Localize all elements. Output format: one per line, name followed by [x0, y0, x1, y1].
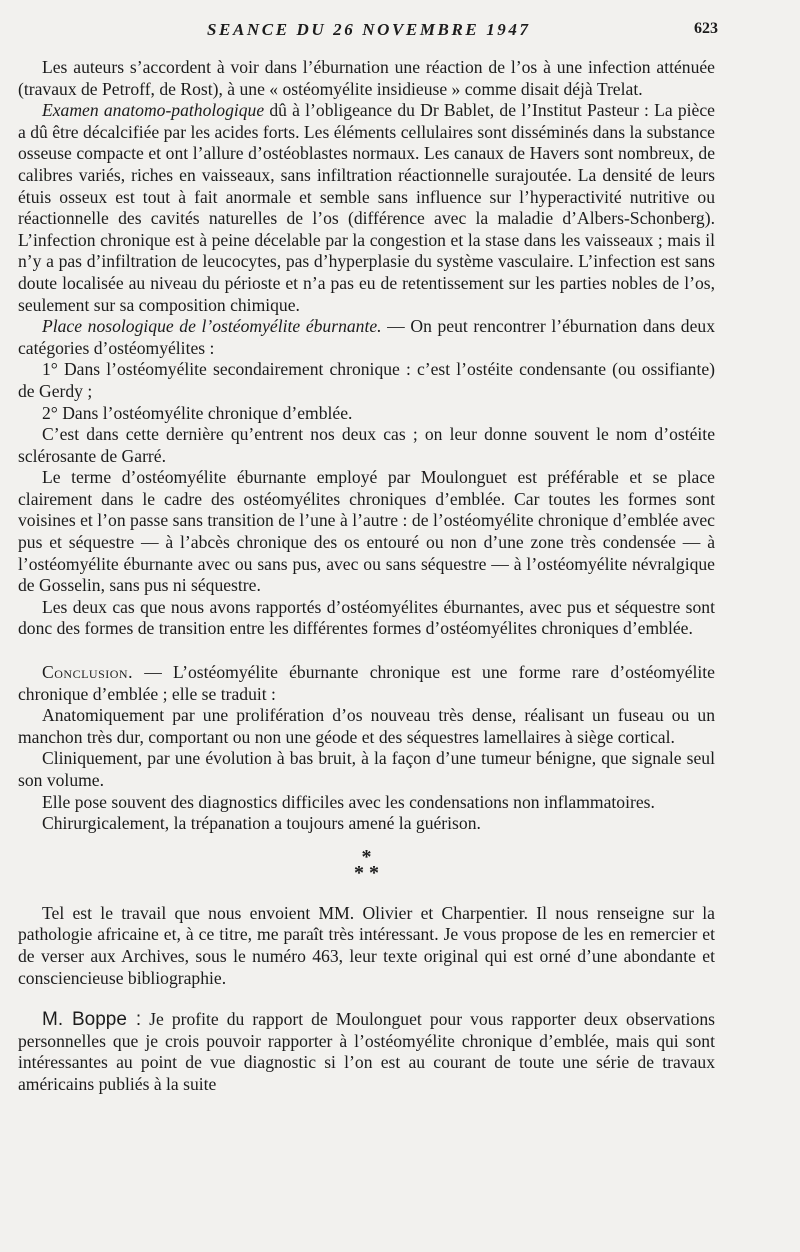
running-title: SEANCE DU 26 NOVEMBRE 1947	[207, 20, 531, 39]
spacer	[18, 989, 715, 1009]
conclusion-diagnostics: Elle pose souvent des diagnostics difficiles avec les condensations non inflammatoires.	[42, 791, 655, 812]
paragraph-travail: Tel est le travail que nous envoient MM. Olivier et Charpentier. Il nous renseigne sur la pathologie africaine et, à ce titre, me paraît très intéressant. Je vous propose de les en remercier et de verser aux Archives, sous le numéro 463, leur texte original qui est orné d’une abondante et consciencieuse bibliographie.	[18, 902, 715, 988]
paragraph-deux-cas: Les deux cas que nous avons rapportés d’ostéomyélites éburnantes, avec pus et séquestre sont donc des formes de transition entre les différentes formes d’ostéomyélites chroniques d’emblée.	[18, 596, 715, 639]
speaker-name: M. Boppe :	[42, 1009, 142, 1031]
body-text	[18, 57, 715, 1096]
conclusion-label: Conclusion.	[42, 662, 133, 683]
conclusion-text: — L’ostéomyélite éburnante chronique est une forme rare d’ostéomyélite chronique d’emblée ; elle se traduit :	[18, 662, 715, 704]
page-header	[0, 20, 800, 50]
asterism-top: *	[361, 845, 372, 868]
conclusion-chirurgicalement: Chirurgicalement, la trépanation a toujours amené la guérison.	[42, 813, 481, 834]
paragraph-anatomo-text: dû à l’obligeance du Dr Bablet, de l’Institut Pasteur : La pièce a dû être décalcifiée par les acides forts. Les éléments cellulaires sont disséminés dans la substance osseuse compacte et ont l’allure d’ostéoblastes normaux. Les canaux de Havers sont nombreux, de calibres variés, riches en vaisseaux, sans infiltration réactionnelle surajoutée. La densité de leurs étuis osseux est tout à fait anormale et semble sans influence sur l’hyperactivité nutritive ou réactionnelle des cavités naturelles de l’os (différence avec la maladie d’Albers-Schonberg). L’infection chronique est à peine décelable par la congestion et la stase dans les vaisseaux ; mais il n’y a pas d’infiltration de leucocytes, pas d’hyperplasie du système vasculaire. L’infection est sans doute localisée au niveau du périoste et n’a pas eu de retentissement sur les parties nobles de l’os, seulement sur sa composition chimique.	[18, 100, 715, 315]
paragraph-conclusion	[18, 662, 715, 705]
asterism-bottom: * *	[354, 861, 379, 884]
paragraph-terme: Le terme d’ostéomyélite éburnante employé par Moulonguet est préférable et se place clairement dans le cadre des ostéomyélites chroniques d’emblée. Car toutes les formes sont voisines et l’on passe sans transition de l’une à l’autre : de l’ostéomyélite chronique d’emblée avec pus et séquestre — à l’abcès chronique des os entouré ou non d’une zone très condensée — à l’ostéomyélite éburnante avec ou sans pus, avec ou sans séquestre — à l’ostéomyélite névralgique de Gosselin, sans pus ni séquestre.	[18, 467, 715, 596]
paragraph-boppe-text: Je profite du rapport de Moulonguet pour vous rapporter deux observations personnelles que je crois pouvoir rapporter à l’ostéomyélite chronique d’emblée, mais qui sont intéressantes au point de vue diagnostic si l’on est au courant de toute une série de travaux américains publiés à la suite	[18, 1009, 715, 1094]
spacer	[18, 640, 715, 662]
paragraph-boppe	[18, 1009, 715, 1095]
paragraph-eburnation: Les auteurs s’accordent à voir dans l’éburnation une réaction de l’os à une infection atténuée (travaux de Petroff, de Rost), à une « ostéomyélite insidieuse » comme disait déjà Trelat.	[18, 57, 715, 99]
paragraph-anatomo-pathologique	[18, 100, 715, 316]
paragraph-place-nosologique	[18, 316, 715, 359]
section-label-nosologique: Place nosologique de l’ostéomyélite éburnante.	[42, 316, 382, 337]
page-number: 623	[694, 20, 718, 37]
list-item-1: 1° Dans l’ostéomyélite secondairement chronique : c’est l’ostéite condensante (ou ossifiante) de Gerdy ;	[18, 359, 715, 401]
conclusion-anatomiquement: Anatomiquement par une prolifération d’os nouveau très dense, réalisant un fuseau ou un manchon très dur, comportant ou non une géode et des séquestres lamellaires à siège cortical.	[18, 705, 715, 747]
section-label-anatomo: Examen anatomo-pathologique	[42, 100, 265, 121]
paragraph-nosologique-text: — On peut rencontrer l’éburnation dans deux catégories d’ostéomyélites :	[18, 316, 715, 358]
list-item-2: 2° Dans l’ostéomyélite chronique d’emblée.	[42, 402, 353, 423]
paragraph-garre: C’est dans cette dernière qu’entrent nos deux cas ; on leur donne souvent le nom d’ostéite sclérosante de Garré.	[18, 424, 715, 466]
asterism-divider	[18, 845, 715, 884]
conclusion-cliniquement: Cliniquement, par une évolution à bas bruit, à la façon d’une tumeur bénigne, que signale seul son volume.	[18, 748, 715, 790]
